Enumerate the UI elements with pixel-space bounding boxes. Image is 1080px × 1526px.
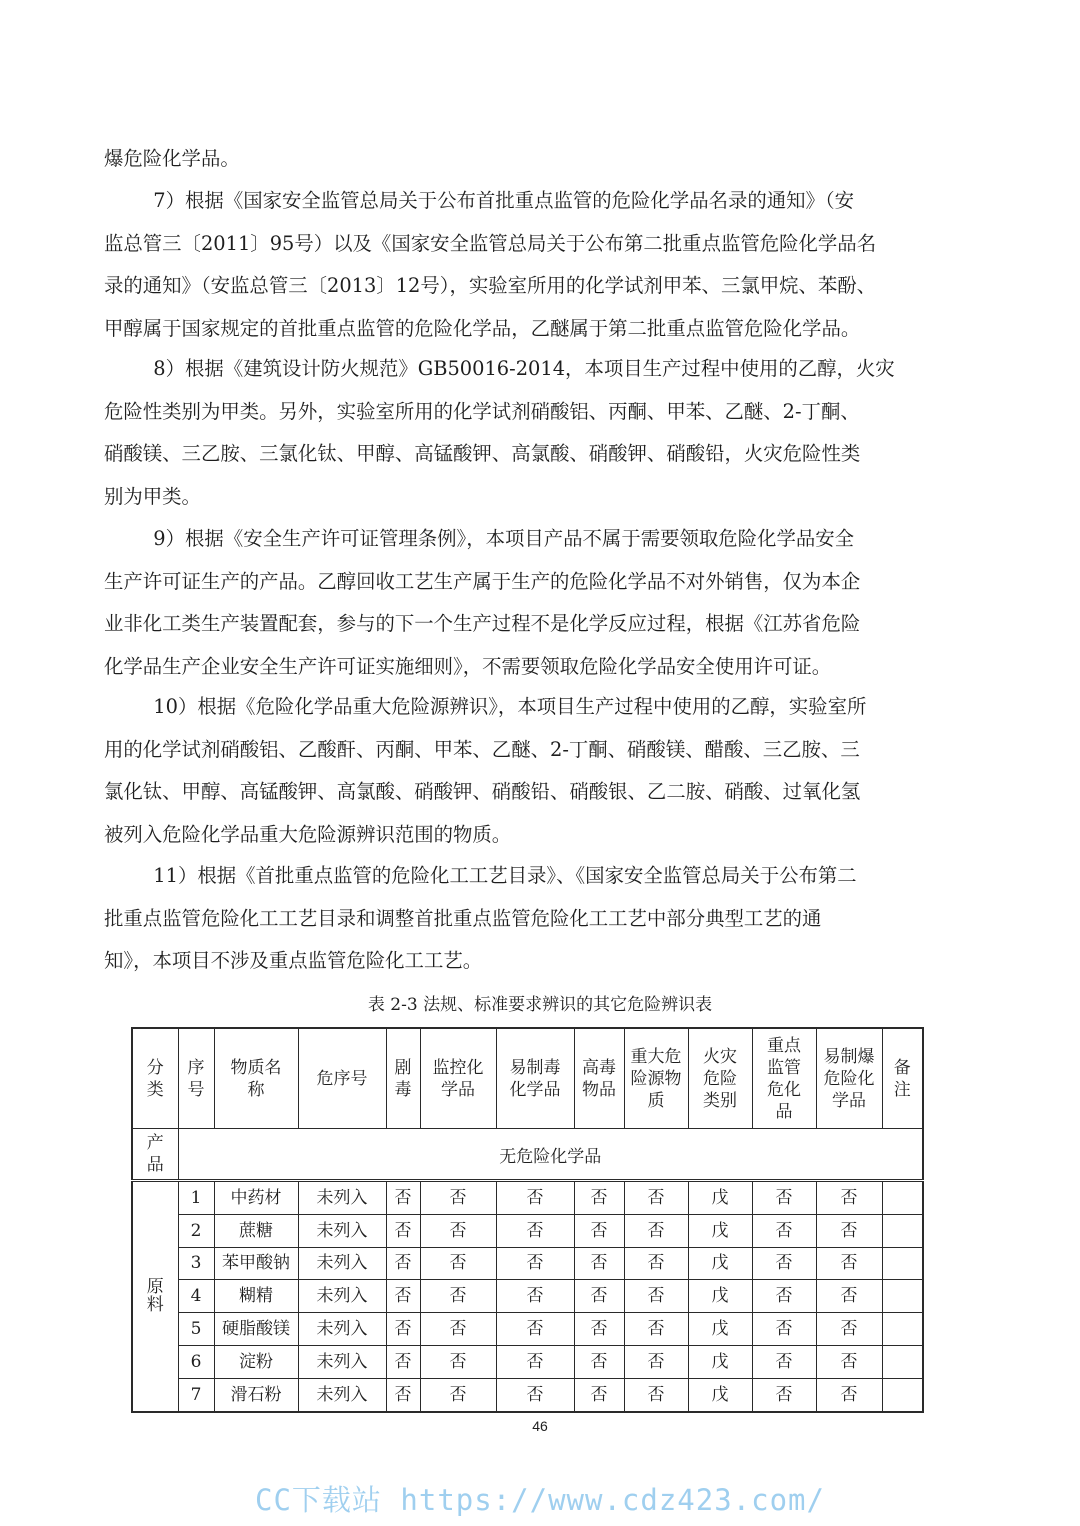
table-cell: 戊 [688,1345,752,1378]
paragraph [104,686,950,856]
table-cell [882,1280,923,1313]
table-cell: 未列入 [298,1345,386,1378]
header-cell: 备注 [882,1028,923,1129]
watermark: CC下载站 https://www.cdz423.com/ [255,1483,825,1517]
table-cell: 否 [574,1280,624,1313]
header-cell: 易制毒化学品 [496,1028,574,1129]
table-cell: 否 [574,1181,624,1215]
text-line: 业非化工类生产装置配套，参与的下一个生产过程不是化学反应过程，根据《江苏省危险 [104,612,861,635]
group-raw-material: 原料 [132,1181,178,1412]
table-cell: 未列入 [298,1378,386,1411]
table-cell: 否 [574,1345,624,1378]
table-cell: 否 [816,1378,882,1411]
text-line: 8）根据《建筑设计防火规范》GB50016-2014，本项目生产过程中使用的乙醇，火灾 [104,357,895,380]
header-cell: 剧毒 [386,1028,420,1129]
table-cell: 否 [386,1181,420,1215]
table-cell: 否 [386,1214,420,1247]
table-cell: 戊 [688,1313,752,1346]
table-cell: 否 [496,1181,574,1215]
table-cell: 否 [816,1313,882,1346]
header-cell: 分类 [132,1028,178,1129]
table-cell [882,1247,923,1280]
table-cell: 否 [624,1313,688,1346]
text-line: 7）根据《国家安全监管总局关于公布首批重点监管的危险化学品名录的通知》（安 [104,189,855,212]
text-line: 氯化钛、甲醇、高锰酸钾、高氯酸、硝酸钾、硝酸铅、硝酸银、乙二胺、硝酸、过氧化氢 [104,780,861,803]
table-cell: 否 [624,1247,688,1280]
table-cell: 否 [816,1247,882,1280]
table-cell: 否 [386,1345,420,1378]
table-cell: 否 [496,1214,574,1247]
table-cell: 否 [752,1280,816,1313]
table-cell: 否 [496,1280,574,1313]
header-cell: 重大危险源物质 [624,1028,688,1129]
table-row [132,1280,923,1313]
table-row [132,1378,923,1411]
table-cell: 未列入 [298,1214,386,1247]
table-cell [882,1345,923,1378]
text-line: 10）根据《危险化学品重大危险源辨识》，本项目生产过程中使用的乙醇，实验室所 [104,695,867,718]
table-cell: 否 [816,1214,882,1247]
paragraph [104,855,950,983]
text-line: 硝酸镁、三乙胺、三氯化钛、甲醇、高锰酸钾、高氯酸、硝酸钾、硝酸铅，火灾危险性类 [104,442,861,465]
table-cell: 否 [420,1181,496,1215]
table-cell: 否 [574,1378,624,1411]
table-cell: 否 [574,1247,624,1280]
table-cell: 否 [624,1345,688,1378]
table-cell: 戊 [688,1181,752,1215]
product-text: 无危险化学品 [178,1129,923,1181]
text-line: 生产许可证生产的产品。乙醇回收工艺生产属于生产的危险化学品不对外销售，仅为本企 [104,569,861,593]
table-cell [882,1181,923,1215]
table-cell: 戊 [688,1280,752,1313]
table-cell: 否 [496,1345,574,1378]
table-cell: 否 [420,1378,496,1411]
table-cell: 否 [574,1313,624,1346]
header-cell: 监控化学品 [420,1028,496,1129]
text-line: 用的化学试剂硝酸铝、乙酸酐、丙酮、甲苯、乙醚、2-丁酮、硝酸镁、醋酸、三乙胺、三 [104,737,860,761]
table-cell: 否 [386,1313,420,1346]
text-line: 别为甲类。 [104,484,201,508]
table-cell: 1 [178,1181,214,1215]
table-cell: 2 [178,1214,214,1247]
table-cell: 未列入 [298,1181,386,1215]
table-cell: 戊 [688,1378,752,1411]
paragraph [104,138,950,181]
table-cell: 7 [178,1378,214,1411]
table-cell: 否 [752,1378,816,1411]
table-cell: 否 [816,1280,882,1313]
table-cell: 6 [178,1345,214,1378]
paragraph [104,180,950,350]
table-cell: 未列入 [298,1247,386,1280]
table-cell: 中药材 [214,1181,298,1215]
table-cell: 否 [496,1247,574,1280]
table-cell [882,1313,923,1346]
text-line: 化学品生产企业安全生产许可证实施细则》，不需要领取危险化学品安全使用许可证。 [104,654,832,678]
header-cell: 重点监管危化品 [752,1028,816,1129]
text-line: 11）根据《首批重点监管的危险化工工艺目录》、《国家安全监管总局关于公布第二 [104,864,857,887]
table-header-row [132,1028,923,1129]
table-cell: 蔗糖 [214,1214,298,1247]
table-row [132,1247,923,1280]
text-line: 批重点监管危险化工工艺目录和调整首批重点监管危险化工工艺中部分典型工艺的通 [104,906,822,930]
page-number: 46 [532,1418,548,1434]
table-cell: 否 [496,1313,574,1346]
paragraph [104,518,950,688]
text-line: 监总管三〔2011〕95号）以及《国家安全监管总局关于公布第二批重点监管危险化学品名 [104,231,877,255]
table-cell: 淀粉 [214,1345,298,1378]
table-cell: 否 [752,1214,816,1247]
table-cell: 否 [420,1247,496,1280]
table-cell: 否 [624,1280,688,1313]
table-cell: 否 [386,1247,420,1280]
table-cell: 否 [624,1181,688,1215]
header-cell: 序号 [178,1028,214,1129]
table-cell [882,1214,923,1247]
header-cell: 危序号 [298,1028,386,1129]
group-product: 产品 [132,1129,178,1181]
table-cell [882,1378,923,1411]
table-cell: 否 [420,1214,496,1247]
table-cell: 否 [816,1345,882,1378]
table-cell: 否 [752,1345,816,1378]
table-caption: 表 2-3 法规、标准要求辨识的其它危险辨识表 [367,995,713,1015]
text-line: 爆危险化学品。 [104,147,240,170]
header-cell: 物质名称 [214,1028,298,1129]
table-cell: 否 [752,1313,816,1346]
table-cell: 否 [386,1280,420,1313]
table-cell: 否 [624,1378,688,1411]
table-cell: 糊精 [214,1280,298,1313]
table-cell: 未列入 [298,1280,386,1313]
table-cell: 否 [574,1214,624,1247]
table-cell: 否 [624,1214,688,1247]
paragraph [104,348,950,518]
header-cell: 火灾危险类别 [688,1028,752,1129]
table-cell: 滑石粉 [214,1378,298,1411]
table-cell: 否 [420,1313,496,1346]
table-cell: 苯甲酸钠 [214,1247,298,1280]
hazard-identification-table [131,1027,924,1413]
table-row [132,1214,923,1247]
table-cell: 戊 [688,1214,752,1247]
text-line: 被列入危险化学品重大危险源辨识范围的物质。 [104,822,512,846]
text-line: 危险性类别为甲类。另外，实验室所用的化学试剂硝酸铝、丙酮、甲苯、乙醚、2-丁酮、 [104,399,860,423]
table-cell: 硬脂酸镁 [214,1313,298,1346]
text-line: 9）根据《安全生产许可证管理条例》，本项目产品不属于需要领取危险化学品安全 [104,527,855,550]
text-line: 录的通知》（安监总管三〔2013〕12号），实验室所用的化学试剂甲苯、三氯甲烷、苯酚、 [104,274,877,297]
table-row [132,1345,923,1378]
text-line: 甲醇属于国家规定的首批重点监管的危险化学品，乙醚属于第二批重点监管危险化学品。 [104,316,861,340]
table-cell: 戊 [688,1247,752,1280]
table-row [132,1313,923,1346]
table-cell: 未列入 [298,1313,386,1346]
table-cell: 否 [752,1247,816,1280]
table-cell: 否 [816,1181,882,1215]
table-cell: 否 [420,1345,496,1378]
table-cell: 4 [178,1280,214,1313]
table-cell: 否 [420,1280,496,1313]
text-line: 知》，本项目不涉及重点监管危险化工工艺。 [104,949,483,972]
header-cell: 高毒物品 [574,1028,624,1129]
table-cell: 3 [178,1247,214,1280]
table-cell: 否 [386,1378,420,1411]
table-row [132,1181,923,1215]
table-row-product [132,1129,923,1181]
table-cell: 否 [752,1181,816,1215]
table-cell: 5 [178,1313,214,1346]
header-cell: 易制爆危险化学品 [816,1028,882,1129]
table-cell: 否 [496,1378,574,1411]
